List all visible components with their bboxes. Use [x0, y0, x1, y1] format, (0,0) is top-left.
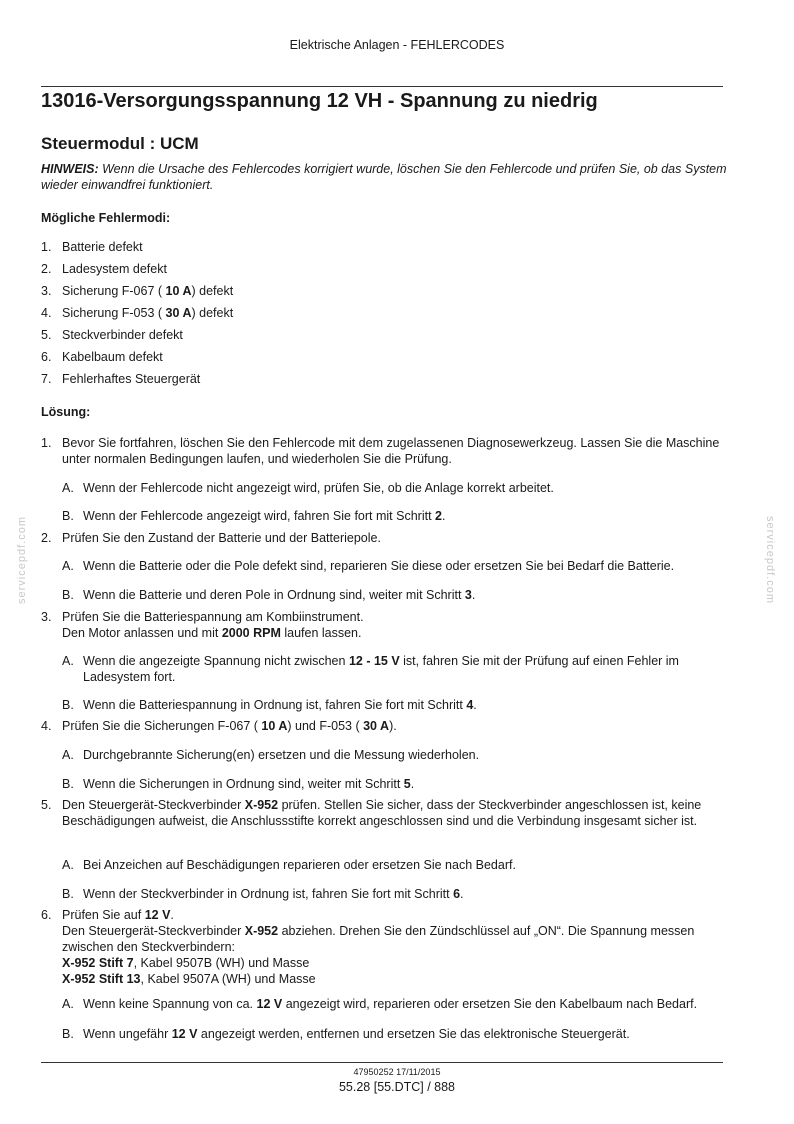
substep-text: Durchgebrannte Sicherung(en) ersetzen und die Messung wiederholen.: [83, 748, 480, 762]
step-text: Prüfen Sie die Batteriespannung am Kombiinstrument.: [62, 610, 364, 624]
substep-text: Wenn der Fehlercode angezeigt wird, fahren Sie fort mit Schritt: [83, 509, 436, 523]
step-number: 4.: [41, 719, 52, 733]
substep-letter: A.: [62, 997, 74, 1011]
substep-text: Bei Anzeichen auf Beschädigungen reparieren oder ersetzen Sie nach Bedarf.: [83, 858, 516, 872]
voltage-value: 12 V: [144, 908, 171, 922]
substep-text: Wenn der Steckverbinder in Ordnung ist, fahren Sie fort mit Schritt: [83, 887, 454, 901]
substep-text: Wenn keine Spannung von ca.: [83, 997, 257, 1011]
note-paragraph: [41, 161, 731, 193]
page-header: Elektrische Anlagen - FEHLERCODES: [289, 38, 505, 52]
substep-letter: B.: [62, 1027, 74, 1041]
step-text-end: ).: [389, 719, 397, 733]
modes-heading: Mögliche Fehlermodi:: [41, 211, 171, 225]
step-6: [41, 907, 731, 987]
solution-heading: Lösung:: [41, 405, 91, 419]
footer-doc-code: 47950252 17/11/2015: [353, 1067, 441, 1077]
mode-text: Kabelbaum defekt: [62, 350, 163, 364]
mode-item: [41, 239, 731, 255]
step-text: Den Motor anlassen und mit: [62, 626, 222, 640]
mode-item: [41, 327, 731, 343]
step-number: 6.: [41, 908, 52, 922]
mode-item: [41, 371, 731, 387]
fuse-rating: 10 A: [261, 719, 288, 733]
page-title: 13016-Versorgungsspannung 12 VH - Spannung zu niedrig: [41, 90, 598, 112]
mode-text-end: ) defekt: [191, 306, 234, 320]
connector-id: X-952: [244, 924, 279, 938]
substep-text-end: angezeigt werden, entfernen und ersetzen Sie das elektronische Steuergerät.: [197, 1027, 630, 1041]
substep-letter: A.: [62, 654, 74, 668]
substep-letter: A.: [62, 481, 74, 495]
step-1: [41, 435, 731, 467]
step-text: Prüfen Sie auf: [62, 908, 145, 922]
substep-text: Wenn die Batteriespannung in Ordnung ist, fahren Sie fort mit Schritt: [83, 698, 467, 712]
substep-text: Wenn der Fehlercode nicht angezeigt wird, prüfen Sie, ob die Anlage korrekt arbeitet.: [83, 481, 554, 495]
mode-text: Ladesystem defekt: [62, 262, 167, 276]
step-2-a: [62, 558, 732, 574]
mode-item: [41, 305, 731, 321]
fuse-rating: 30 A: [363, 719, 390, 733]
step-4-b: [62, 776, 732, 792]
step-reference: 4: [466, 698, 474, 712]
substep-text-end: .: [441, 509, 446, 523]
substep-letter: A.: [62, 858, 74, 872]
substep-text-end: .: [471, 588, 476, 602]
header-rule: [41, 86, 723, 87]
substep-text: Wenn die Batterie und deren Pole in Ordnung sind, weiter mit Schritt: [83, 588, 465, 602]
substep-text: Wenn ungefähr: [83, 1027, 172, 1041]
step-reference: 2: [435, 509, 442, 523]
mode-item: [41, 349, 731, 365]
fuse-rating: 10 A: [165, 284, 192, 298]
step-3-b: [62, 697, 732, 713]
mode-number: 5.: [41, 328, 52, 342]
mode-number: 6.: [41, 350, 52, 364]
step-text: Prüfen Sie die Sicherungen F-067 (: [62, 719, 262, 733]
mode-number: 3.: [41, 284, 52, 298]
engine-speed: 2000 RPM: [221, 626, 281, 640]
step-1-a: [62, 480, 732, 496]
step-number: 1.: [41, 436, 52, 450]
mode-number: 2.: [41, 262, 52, 276]
watermark-right: servicepdf.com: [764, 516, 776, 604]
mode-item: [41, 261, 731, 277]
mode-text: Fehlerhaftes Steuergerät: [62, 372, 201, 386]
step-4-a: [62, 747, 732, 763]
substep-text-end: .: [473, 698, 477, 712]
watermark-left: servicepdf.com: [16, 516, 28, 604]
mode-number: 7.: [41, 372, 52, 386]
step-text-end: .: [170, 908, 174, 922]
step-number: 3.: [41, 610, 52, 624]
step-5-b: [62, 886, 732, 902]
substep-text-end: ist, fahren Sie mit der Prüfung auf einen Fehler im Ladesystem fort.: [83, 654, 679, 684]
step-number: 2.: [41, 531, 52, 545]
step-text: Den Steuergerät-Steckverbinder: [62, 924, 245, 938]
substep-text-end: .: [410, 777, 415, 791]
substep-letter: B.: [62, 887, 74, 901]
substep-text: Wenn die angezeigte Spannung nicht zwischen: [83, 654, 349, 668]
substep-letter: B.: [62, 509, 74, 523]
step-text: , Kabel 9507B (WH) und Masse: [133, 956, 310, 970]
pin-id: X-952 Stift 13: [62, 972, 141, 986]
step-text-end: laufen lassen.: [280, 626, 362, 640]
voltage-value: 12 V: [171, 1027, 198, 1041]
step-2: [41, 530, 731, 546]
voltage-range: 12 - 15 V: [348, 654, 400, 668]
note-label: HINWEIS:: [41, 162, 99, 176]
step-text: , Kabel 9507A (WH) und Masse: [140, 972, 316, 986]
step-6-b: [62, 1026, 732, 1042]
note-text: Wenn die Ursache des Fehlercodes korrigiert wurde, löschen Sie den Fehlercode und prüfen Sie, ob das System wieder einwandfrei funktioniert.: [41, 162, 727, 192]
step-3-a: [62, 653, 732, 685]
footer-rule: [41, 1062, 723, 1063]
pin-id: X-952 Stift 7: [62, 956, 134, 970]
mode-text: Sicherung F-067 (: [62, 284, 166, 298]
step-text: Den Steuergerät-Steckverbinder: [62, 798, 245, 812]
mode-number: 1.: [41, 240, 52, 254]
step-text: ) und F-053 (: [287, 719, 364, 733]
substep-text: Wenn die Batterie oder die Pole defekt sind, reparieren Sie diese oder ersetzen Sie bei Bedarf die Batterie.: [83, 559, 675, 573]
footer-page-number: 55.28 [55.DTC] / 888: [338, 1080, 456, 1094]
step-3: [41, 609, 731, 641]
step-6-a: [62, 996, 732, 1012]
substep-letter: B.: [62, 777, 74, 791]
fuse-rating: 30 A: [165, 306, 192, 320]
step-text: abziehen. Drehen Sie den Zündschlüssel auf „ON“. Die Spannung messen zwischen den Steckverbindern:: [62, 924, 695, 954]
substep-text-end: angezeigt wird, reparieren oder ersetzen Sie den Kabelbaum nach Bedarf.: [282, 997, 698, 1011]
step-text-end: prüfen. Stellen Sie sicher, dass der Steckverbinder angeschlossen ist, keine Beschädigungen aufweist, die Anschlussstifte korrekt angeschlossen sind und die Verbindung insgesamt sicher ist.: [62, 798, 702, 828]
module-heading: Steuermodul : UCM: [41, 134, 199, 153]
substep-letter: A.: [62, 559, 74, 573]
step-reference: 3: [464, 588, 472, 602]
substep-text: Wenn die Sicherungen in Ordnung sind, weiter mit Schritt: [83, 777, 404, 791]
step-4: [41, 718, 731, 734]
mode-item: [41, 283, 731, 299]
mode-number: 4.: [41, 306, 52, 320]
mode-text-end: ) defekt: [191, 284, 234, 298]
substep-letter: A.: [62, 748, 74, 762]
step-5-a: [62, 857, 732, 873]
substep-letter: B.: [62, 588, 74, 602]
mode-text: Steckverbinder defekt: [62, 328, 183, 342]
substep-letter: B.: [62, 698, 74, 712]
step-5: [41, 797, 731, 829]
step-1-b: [62, 508, 732, 524]
substep-text-end: .: [460, 887, 464, 901]
step-2-b: [62, 587, 732, 603]
mode-text: Batterie defekt: [62, 240, 143, 254]
step-reference: 6: [453, 887, 461, 901]
step-text: Bevor Sie fortfahren, löschen Sie den Fehlercode mit dem zugelassenen Diagnosewerkzeug. Lassen Sie die Maschine unter normalen Bedingungen laufen, und wiederholen Sie die Prüfung.: [62, 436, 720, 466]
mode-text: Sicherung F-053 (: [62, 306, 166, 320]
step-text: Prüfen Sie den Zustand der Batterie und der Batteriepole.: [62, 531, 381, 545]
step-reference: 5: [403, 777, 411, 791]
step-number: 5.: [41, 798, 52, 812]
voltage-value: 12 V: [256, 997, 283, 1011]
connector-id: X-952: [244, 798, 279, 812]
